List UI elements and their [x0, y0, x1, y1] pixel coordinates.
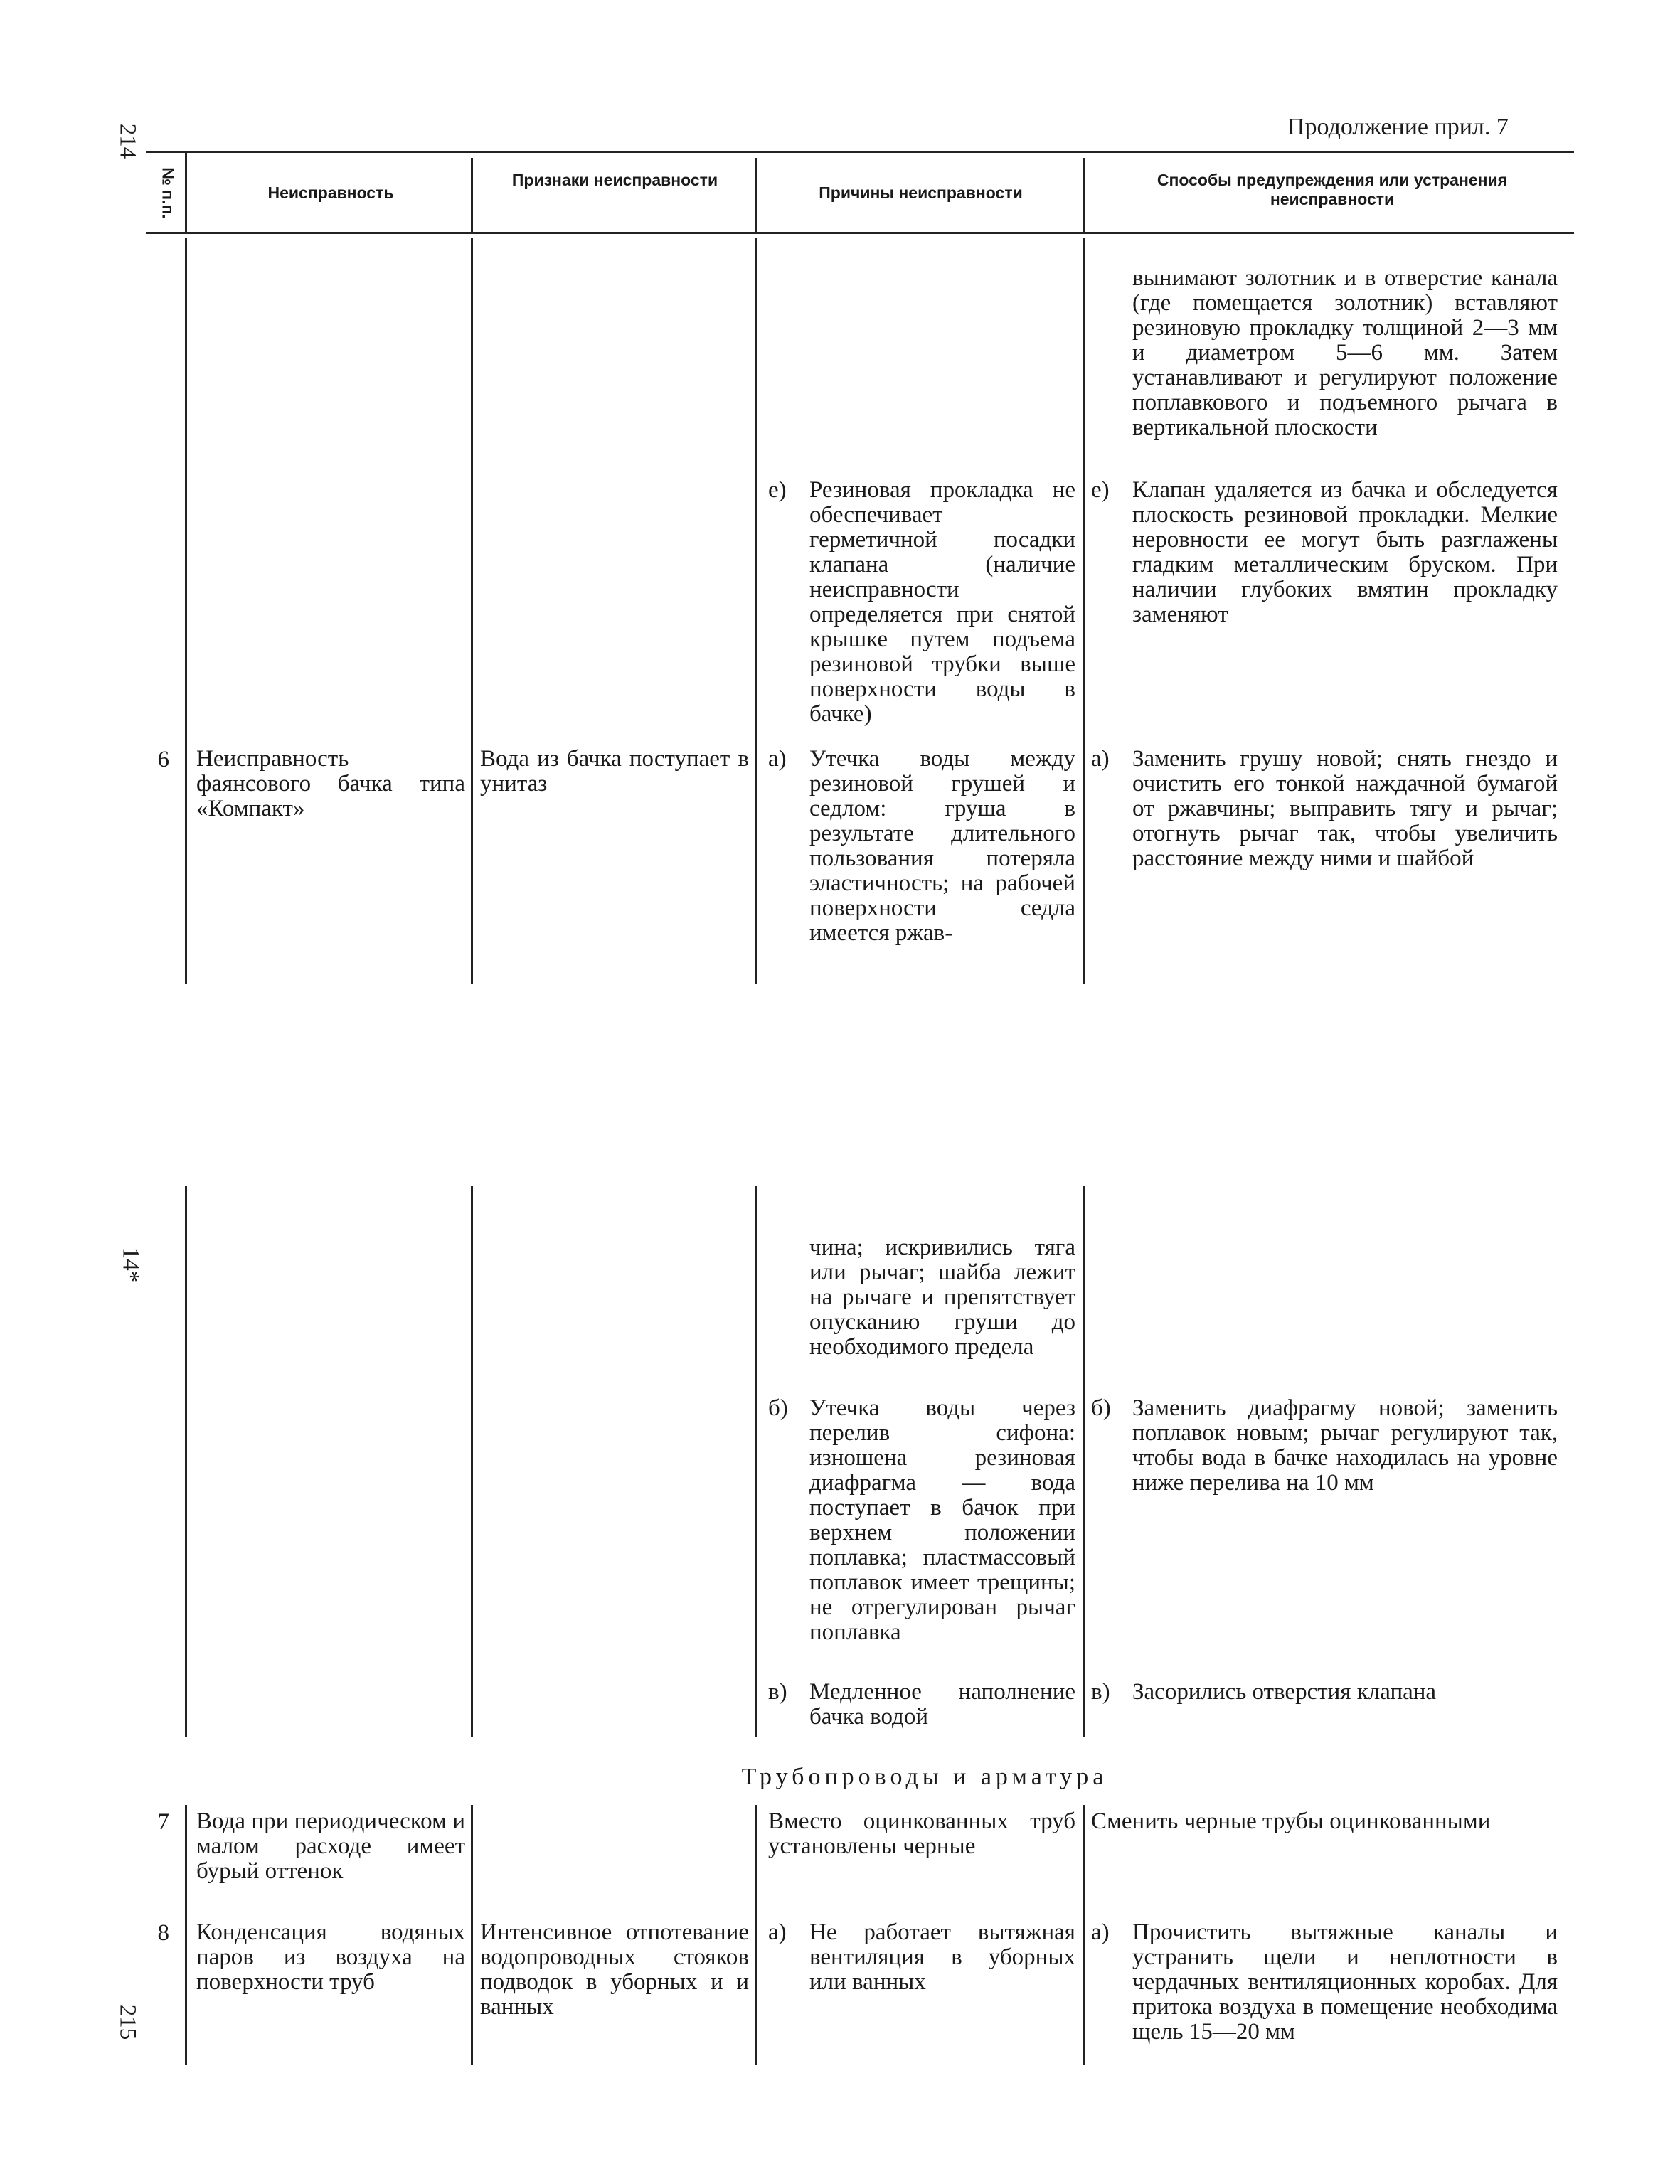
remedy-e-text: Клапан удаляется из бачка и обследуется плоскость резиновой прокладки. Мелкие неровности ее могут быть разглажены гладким металлическим бруском. При наличии глубоких вмятин прокладку заменяют [1132, 477, 1558, 627]
row8-signs: Интенсивное отпотевание водопроводных стояков подводок в уборных и и ванных [480, 1919, 749, 2020]
cause-b-label: б) [768, 1395, 788, 1421]
section-title: Трубопроводы и арматура [741, 1764, 1108, 1790]
b2-divider-4 [1083, 1186, 1085, 1737]
b3-divider-1 [185, 1805, 187, 2065]
header-divider-4 [1083, 158, 1085, 232]
header-signs: Признаки неисправности [511, 171, 718, 189]
header-fault: Неисправность [267, 183, 394, 202]
cause-b [768, 1396, 1075, 1645]
row7-cause: Вместо оцинкованных труб установлены черные [768, 1809, 1075, 1859]
header-causes: Причины неисправности [819, 183, 1023, 202]
cause-c-label: в) [768, 1679, 787, 1705]
b1-divider-2 [471, 238, 473, 984]
remedy-b-label: б) [1091, 1395, 1111, 1421]
row6-cause-a-continued: чина; искривились тяга или рычаг; шайба лежит на рычаге и препятствует опусканию груши до необходимого предела [809, 1235, 1075, 1360]
row6-remedy-a-label: а) [1091, 746, 1110, 772]
b3-divider-2 [471, 1805, 473, 2065]
header-divider-3 [755, 158, 757, 232]
row8-fault: Конденсация водяных паров из воздуха на поверхности труб [196, 1919, 465, 1995]
b1-divider-4 [1083, 238, 1085, 984]
cause-e [768, 478, 1075, 727]
cause-c [768, 1680, 1075, 1730]
row8-number: 8 [157, 1920, 169, 1946]
remedy-b-text: Заменить диафрагму новой; заменить поплавок новым; рычаг регулируют так, чтобы вода в бачке находилась на уровне ниже перелива на 10 мм [1132, 1395, 1558, 1496]
remedy-b [1091, 1396, 1558, 1496]
row8-remedy-a [1091, 1920, 1558, 2045]
remedy-e [1091, 478, 1558, 627]
b2-divider-2 [471, 1186, 473, 1737]
continued-remedy: вынимают золотник и в отверстие канала (где помещается золотник) вставляют резиновую прокладку толщиной 2—3 мм и диаметром 5—6 мм. Затем устанавливают и регулируют положение поплавкового и подъемного рычага в вертикальной плоскости [1132, 265, 1558, 440]
b3-divider-4 [1083, 1805, 1085, 2065]
row6-cause-a-text: Утечка воды между резиновой грушей и седлом: груша в результате длительного пользования потеряла эластичность; на рабочей поверхности седла имеется ржав- [809, 746, 1075, 946]
b2-divider-1 [185, 1186, 187, 1737]
cause-b-text: Утечка воды через перелив сифона: изношена резиновая диафрагма — вода поступает в бачок при верхнем положении поплавка; пластмассовый поплавок имеет трещины; не отрегулирован рычаг поплавка [809, 1395, 1075, 1645]
remedy-c-text: Засорились отверстия клапана [1132, 1679, 1437, 1705]
row8-cause-a-text: Не работает вытяжная вентиляция в уборных или ванных [809, 1919, 1075, 1995]
header-bottom-rule [146, 232, 1574, 234]
header-divider-1 [185, 151, 187, 234]
cause-c-text: Медленное наполнение бачка водой [809, 1679, 1075, 1730]
right-page-number: 215 [115, 2004, 141, 2040]
b1-divider-1 [185, 238, 187, 984]
remedy-c [1091, 1680, 1558, 1705]
header-top-rule [146, 151, 1574, 153]
row6-remedy-a [1091, 747, 1558, 871]
b3-divider-3 [755, 1805, 757, 2065]
row8-cause-a-label: а) [768, 1919, 787, 1945]
b1-divider-3 [755, 238, 757, 984]
header-divider-2 [471, 158, 473, 232]
cause-e-label: е) [768, 477, 787, 503]
remedy-e-label: е) [1091, 477, 1110, 503]
row6-fault: Неисправность фаянсового бачка типа «Компакт» [196, 746, 465, 821]
row6-signs: Вода из бачка поступает в унитаз [480, 746, 749, 797]
row6-cause-a [768, 747, 1075, 946]
b2-divider-3 [755, 1186, 757, 1737]
row7-number: 7 [157, 1809, 169, 1835]
cause-e-text: Резиновая прокладка не обеспечивает герметичной посадки клапана (наличие неисправности определяется при снятой крышке путем подъема резиновой трубки выше поверхности воды в бачке) [809, 477, 1075, 727]
row8-remedy-a-label: а) [1091, 1919, 1110, 1945]
signature-mark: 14* [117, 1247, 144, 1283]
header-number: № п.п. [159, 167, 178, 219]
remedy-c-label: в) [1091, 1679, 1110, 1705]
left-page-number: 214 [115, 123, 141, 159]
row6-number: 6 [157, 747, 169, 772]
row7-remedy: Сменить черные трубы оцинкованными [1091, 1809, 1491, 1834]
row8-cause-a [768, 1920, 1075, 1995]
row6-cause-a-label: а) [768, 746, 787, 772]
continuation-title: Продолжение прил. 7 [1287, 114, 1509, 140]
row6-remedy-a-text: Заменить грушу новой; снять гнездо и очистить его тонкой наждачной бумагой от ржавчины; выправить тягу и рычаг; отогнуть рычаг так, чтобы увеличить расстояние между ними и шайбой [1132, 746, 1558, 871]
header-remedies: Способы предупреждения или устранения неисправности [1157, 171, 1508, 208]
row8-remedy-a-text: Прочистить вытяжные каналы и устранить щели и неплотности в чердачных вентиляционных коробах. Для притока воздуха в помещение необходима щель 15—20 мм [1132, 1919, 1558, 2045]
row7-fault: Вода при периодическом и малом расходе имеет бурый оттенок [196, 1809, 465, 1884]
